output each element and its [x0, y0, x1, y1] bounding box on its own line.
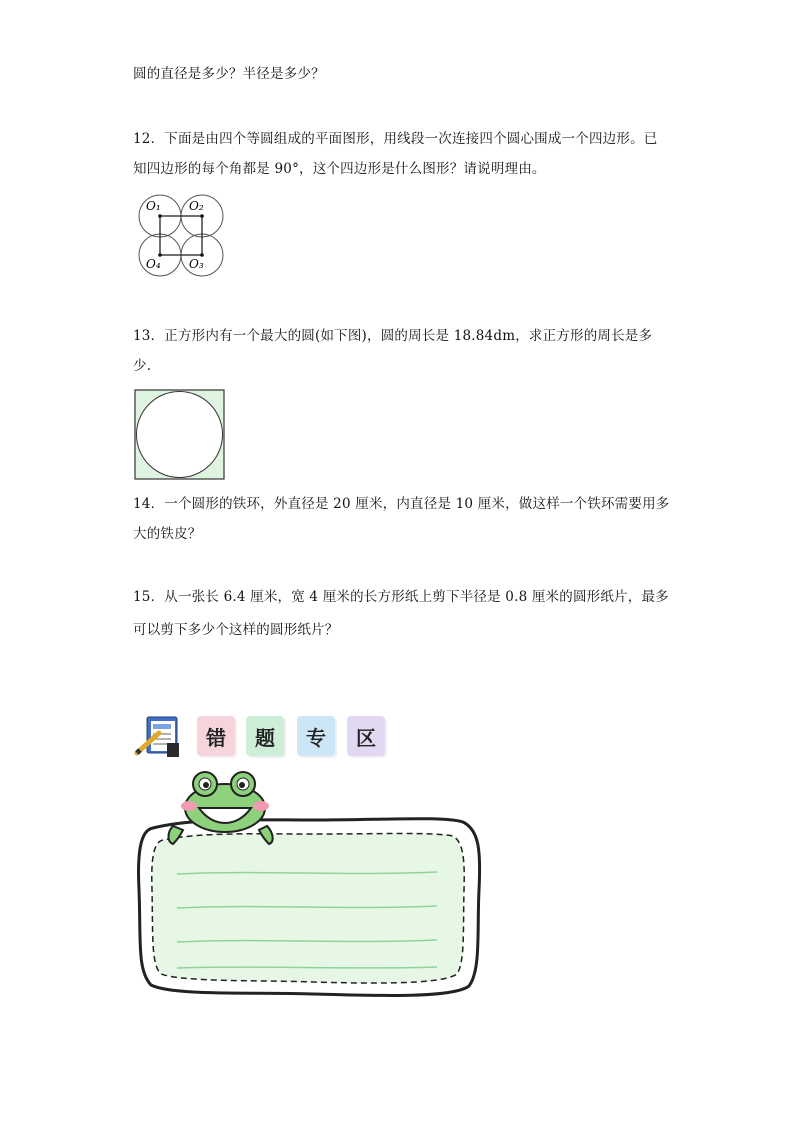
banner-char-1: 错 [197, 716, 235, 756]
question-15-line-2: 可以剪下多少个这样的圆形纸片？ [133, 622, 339, 638]
four-circles-figure [134, 190, 230, 280]
question-12-line-2: 知四边形的每个角都是 90°，这个四边形是什么图形？请说明理由。 [133, 161, 546, 177]
question-13-line-1: 13．正方形内有一个最大的圆(如下图)，圆的周长是 18.84dm，求正方形的周长是多 [133, 328, 653, 344]
banner-char-2: 题 [246, 716, 284, 756]
question-14-line-2: 大的铁皮？ [133, 526, 202, 542]
notepad-area [152, 834, 464, 984]
center-label-o1: O₁ [146, 199, 161, 213]
square-with-circle-figure [134, 389, 226, 481]
frog-note-panel [133, 770, 483, 1002]
center-label-o3: O₃ [189, 257, 204, 271]
banner-char-3: 专 [297, 716, 335, 756]
center-label-o4: O₄ [146, 257, 161, 271]
banner-char-4: 区 [347, 716, 385, 756]
center-label-o2: O₂ [189, 199, 204, 213]
question-13-line-2: 少. [133, 358, 152, 374]
question-14-line-1: 14．一个圆形的铁环，外直径是 20 厘米，内直径是 10 厘米，做这样一个铁环需要用多 [133, 496, 670, 512]
question-12-line-1: 12．下面是由四个等圆组成的平面图形，用线段一次连接四个圆心围成一个四边形。已 [133, 131, 658, 147]
question-15-line-1: 15．从一张长 6.4 厘米，宽 4 厘米的长方形纸上剪下半径是 0.8 厘米的圆形纸片，最多 [133, 589, 669, 605]
text-line-1: 圆的直径是多少？半径是多少？ [133, 66, 325, 82]
notebook-pencil-icon [133, 713, 185, 763]
